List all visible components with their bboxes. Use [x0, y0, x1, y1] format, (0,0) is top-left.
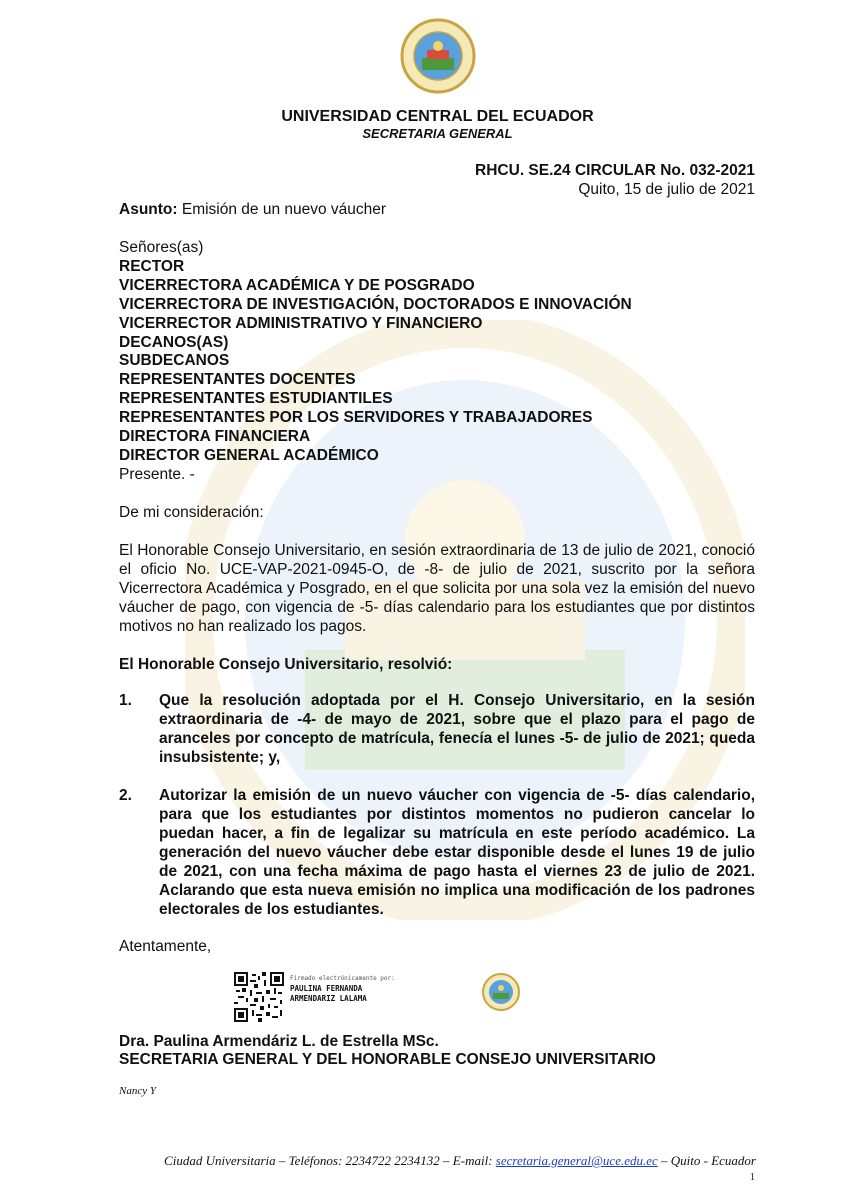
circular-reference: RHCU. SE.24 CIRCULAR No. 032-2021	[475, 162, 755, 179]
subject-line	[119, 200, 386, 219]
resolution-item	[119, 786, 755, 919]
recipient-list	[119, 257, 632, 465]
page-number: 1	[750, 1172, 755, 1183]
resolution-number: 1.	[119, 692, 132, 709]
university-name: UNIVERSIDAD CENTRAL DEL ECUADOR	[281, 108, 594, 125]
recipient: DIRECTOR GENERAL ACADÉMICO	[119, 446, 379, 464]
recipient: REPRESENTANTES DOCENTES	[119, 371, 356, 389]
resolution-number: 2.	[119, 787, 132, 804]
e-signature-name-line1: PAULINA FERNANDA	[290, 984, 363, 993]
recipient: REPRESENTANTES POR LOS SERVIDORES Y TRABAJADORES	[119, 409, 593, 427]
resolution-item	[119, 691, 755, 767]
recipient: REPRESENTANTES ESTUDIANTILES	[119, 390, 393, 408]
recipient: RECTOR	[119, 258, 185, 275]
subject-text: Emisión de un nuevo váucher	[181, 201, 387, 218]
greeting: Señores(as)	[119, 239, 204, 256]
signer-name: Dra. Paulina Armendáriz L. de Estrella MSc.	[119, 1033, 439, 1050]
subject-label: Asunto:	[119, 201, 178, 218]
recipient: SUBDECANOS	[119, 352, 230, 370]
resolved-heading: El Honorable Consejo Universitario, resolvió:	[119, 656, 453, 673]
closing: Atentamente,	[119, 938, 212, 955]
recipient: VICERRECTORA DE INVESTIGACIÓN, DOCTORADOS E INNOVACIÓN	[119, 295, 632, 313]
official-seal-icon	[482, 973, 520, 1011]
footer-contact: Ciudad Universitaria – Teléfonos: 2234722 2234132 – E-mail:	[164, 1153, 493, 1168]
presente: Presente. -	[119, 466, 195, 483]
typist-initials: Nancy Y	[119, 1085, 156, 1097]
document-date: Quito, 15 de julio de 2021	[578, 181, 755, 198]
resolution-text: Que la resolución adoptada por el H. Consejo Universitario, en la sesión extraordinaria de -4- de mayo de 2021, sobre que el plazo para el pago de aranceles por concepto de matrícula, fenecía el lunes -5- de julio de 2021; queda insubsistente; y,	[159, 692, 755, 766]
e-signature-caption: Firmado electrónicamente por:	[290, 975, 395, 982]
university-seal-icon	[400, 18, 476, 94]
footer	[80, 1153, 756, 1169]
footer-location: – Quito - Ecuador	[661, 1153, 756, 1168]
recipient: VICERRECTOR ADMINISTRATIVO Y FINANCIERO	[119, 314, 483, 332]
consideration: De mi consideración:	[119, 504, 264, 521]
e-signature-name-line2: ARMENDARIZ LALAMA	[290, 994, 367, 1003]
e-signature-name	[290, 984, 367, 1004]
footer-email-link[interactable]: secretaria.general@uce.edu.ec	[495, 1153, 658, 1168]
recipient: DIRECTORA FINANCIERA	[119, 428, 311, 446]
intro-paragraph: El Honorable Consejo Universitario, en sesión extraordinaria de 13 de julio de 2021, conoció el oficio No. UCE-VAP-2021-0945-O, de -8- de julio de 2021, suscrito por la señora Vicerrectora Académica y Posgrado, en el que solicita por una sola vez la emisión del nuevo váucher de pago, con vigencia de -5- días calendario para los estudiantes que por distintos motivos no han realizado los pagos.	[119, 542, 755, 635]
signer-title: SECRETARIA GENERAL Y DEL HONORABLE CONSEJO UNIVERSITARIO	[119, 1051, 656, 1068]
department-name: SECRETARIA GENERAL	[362, 126, 513, 141]
resolution-text: Autorizar la emisión de un nuevo váucher con vigencia de -5- días calendario, para que los estudiantes por distintos momentos no pudieron cancelar lo puedan hacer, a fin de legalizar su matrícula en este período académico. La generación del nuevo váucher debe estar disponible desde el lunes 19 de julio de 2021, con una fecha máxima de pago hasta el viernes 23 de julio de 2021. Aclarando que esta nueva emisión no implica una modificación de los padrones electorales de los estudiantes.	[159, 787, 755, 918]
qr-code-icon	[234, 972, 284, 1022]
recipient: DECANOS(AS)	[119, 333, 229, 351]
recipient: VICERRECTORA ACADÉMICA Y DE POSGRADO	[119, 276, 475, 294]
